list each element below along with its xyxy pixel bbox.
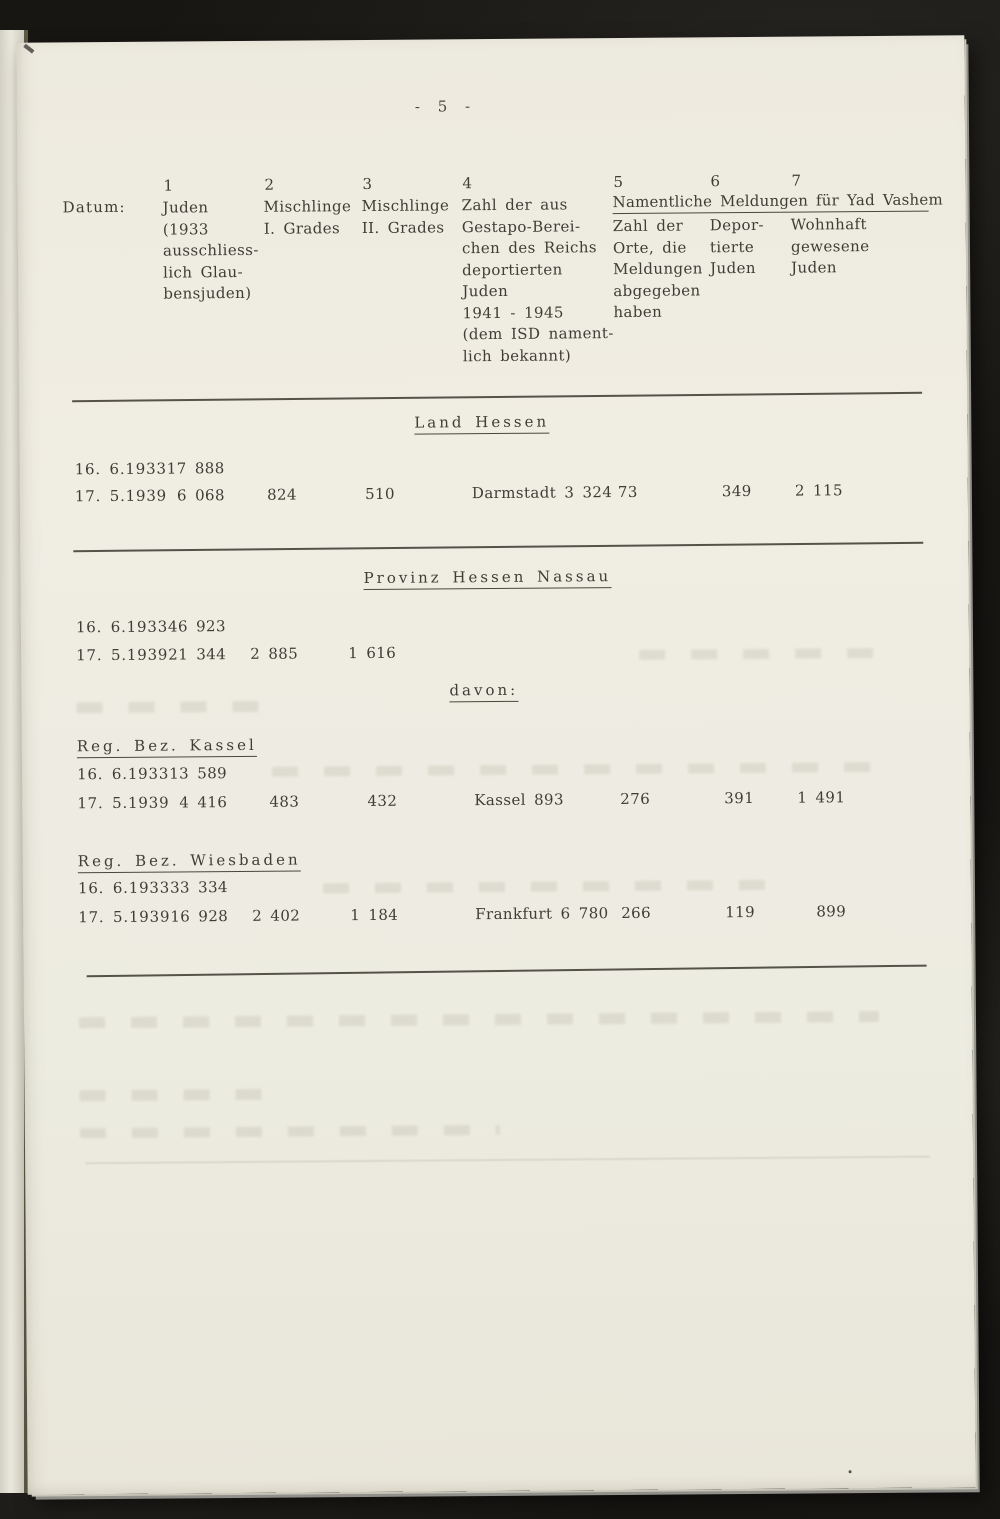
header-line: bensjuden) (163, 283, 252, 303)
header-column-7 (790, 171, 870, 279)
header-line: Zahl der aus (461, 195, 568, 215)
table-row (77, 787, 947, 814)
bleed-through-rule (85, 1156, 930, 1165)
header-line: haben (613, 302, 663, 322)
section-title-reg-bez-kassel: Reg. Bez. Kassel (77, 736, 257, 758)
header-line: Mischlinge (361, 196, 450, 216)
cell-wohnhaft-gewesene: 899 (816, 902, 847, 921)
section-title-reg-bez-wiesbaden: Reg. Bez. Wiesbaden (78, 851, 301, 874)
header-line: lich bekannt) (462, 345, 572, 365)
cell-wohnhaft-gewesene: 2 115 (794, 481, 843, 500)
header-line: Zahl der (612, 216, 684, 236)
header-line: Meldungen (613, 259, 703, 279)
cell-juden-1933: 4 416 (179, 793, 228, 812)
cell-juden-1933: 21 344 (168, 645, 227, 664)
table-row (75, 453, 945, 480)
cell-juden-1933: 6 068 (176, 486, 225, 505)
header-line: ausschliess- (162, 240, 259, 260)
cell-mischlinge-2: 432 (367, 791, 398, 811)
header-line: (dem ISD nament- (462, 324, 614, 344)
cell-juden-1933: 13 589 (169, 764, 228, 783)
cell-date: 17. 5.1939 (76, 645, 169, 665)
page-number: - 5 - (414, 97, 476, 116)
header-line: Wohnhaft (790, 215, 867, 234)
header-line: chen des Reichs (461, 238, 598, 258)
section-title-provinz-hessen-nassau: Provinz Hessen Nassau (363, 567, 611, 590)
header-line: Juden (791, 258, 838, 277)
cell-wohnhaft-gewesene: 1 491 (797, 788, 846, 807)
header-line: Juden (162, 198, 209, 217)
cell-date: 17. 5.1939 (74, 486, 168, 506)
bleed-through-smudge (80, 1125, 500, 1138)
cell-date: 16. 6.1933 (75, 617, 169, 637)
cell-deportierte-juden: 391 (724, 788, 755, 808)
cell-date: 17. 5.1939 (78, 907, 171, 927)
cell-mischlinge-2: 510 (364, 484, 395, 504)
cell-deportierte: Frankfurt 6 780 (475, 904, 609, 924)
cell-juden-1933: 46 923 (167, 617, 226, 636)
header-line: Gestapo-Berei- (461, 216, 581, 236)
header-line: I. Grades (263, 218, 341, 238)
cell-date: 16. 6.1933 (74, 459, 167, 479)
cell-deportierte-juden: 349 (721, 481, 752, 501)
table-row (76, 611, 946, 638)
cell-mischlinge-1: 824 (266, 485, 297, 504)
cell-juden-1933: 33 334 (169, 878, 229, 897)
cell-date: 16. 6.1933 (77, 878, 171, 898)
header-line: 1941 - 1945 (462, 302, 564, 322)
header-column-2 (263, 175, 352, 240)
header-line: Depor- (709, 215, 765, 235)
cell-deportierte: Kassel 893 (474, 790, 564, 810)
header-column-6 (709, 172, 765, 280)
header-line: (1933 (162, 219, 209, 239)
cell-mischlinge-1: 2 885 (250, 644, 299, 663)
cell-orte-meldungen: 73 (617, 482, 638, 502)
header-column-2-number: 2 (264, 175, 275, 194)
page-corner-mark (23, 44, 34, 54)
yad-vashem-group-header: Namentliche Meldungen für Yad Vashem (613, 191, 929, 214)
document-page (16, 35, 975, 1494)
cell-orte-meldungen: 266 (621, 903, 652, 923)
section-title-land-hessen: Land Hessen (414, 413, 549, 435)
header-column-1-number: 1 (163, 176, 174, 195)
header-line: lich Glau- (163, 262, 244, 282)
bleed-through-smudge (79, 1011, 879, 1028)
horizontal-rule (87, 965, 927, 978)
header-column-5 (612, 172, 704, 323)
header-column-5-number: 5 (613, 172, 624, 192)
cell-mischlinge-1: 483 (269, 792, 300, 811)
table-row (75, 480, 945, 507)
cell-deportierte: Darmstadt 3 324 (471, 483, 613, 503)
bleed-through-smudge (80, 1089, 270, 1101)
cell-mischlinge-2: 1 184 (350, 905, 399, 925)
header-line: abgegeben (613, 280, 701, 300)
header-column-3 (361, 174, 450, 239)
cell-orte-meldungen: 276 (620, 789, 651, 809)
header-line: gewesene (790, 236, 870, 256)
header-column-6-number: 6 (710, 172, 721, 191)
header-line: tierte (709, 237, 755, 256)
cell-mischlinge-2: 1 616 (348, 643, 397, 663)
header-column-7-number: 7 (791, 171, 802, 190)
header-line: Mischlinge (263, 197, 352, 216)
cell-juden-1933: 16 928 (170, 907, 229, 926)
horizontal-rule (72, 392, 922, 402)
header-column-3-number: 3 (362, 174, 373, 194)
header-datum-label: Datum: (62, 197, 126, 217)
header-column-1 (162, 176, 260, 305)
header-line: deportierten (462, 259, 563, 279)
paper-speck (849, 1470, 852, 1473)
bleed-through-smudge (639, 648, 889, 660)
bleed-through-smudge (76, 701, 261, 713)
header-column-4 (461, 174, 615, 367)
cell-juden-1933: 17 888 (166, 459, 225, 478)
davon-note: davon: (449, 681, 518, 703)
cell-date: 17. 5.1939 (77, 793, 170, 813)
cell-date: 16. 6.1933 (76, 764, 170, 784)
cell-deportierte-juden: 119 (725, 902, 756, 922)
header-line: Juden (462, 281, 509, 301)
header-line: Juden (710, 258, 757, 278)
header-line: Orte, die (612, 237, 687, 257)
header-column-4-number: 4 (462, 174, 473, 193)
header-line: II. Grades (361, 217, 445, 237)
table-row (78, 901, 948, 928)
horizontal-rule (73, 542, 923, 552)
cell-mischlinge-1: 2 402 (252, 906, 301, 925)
